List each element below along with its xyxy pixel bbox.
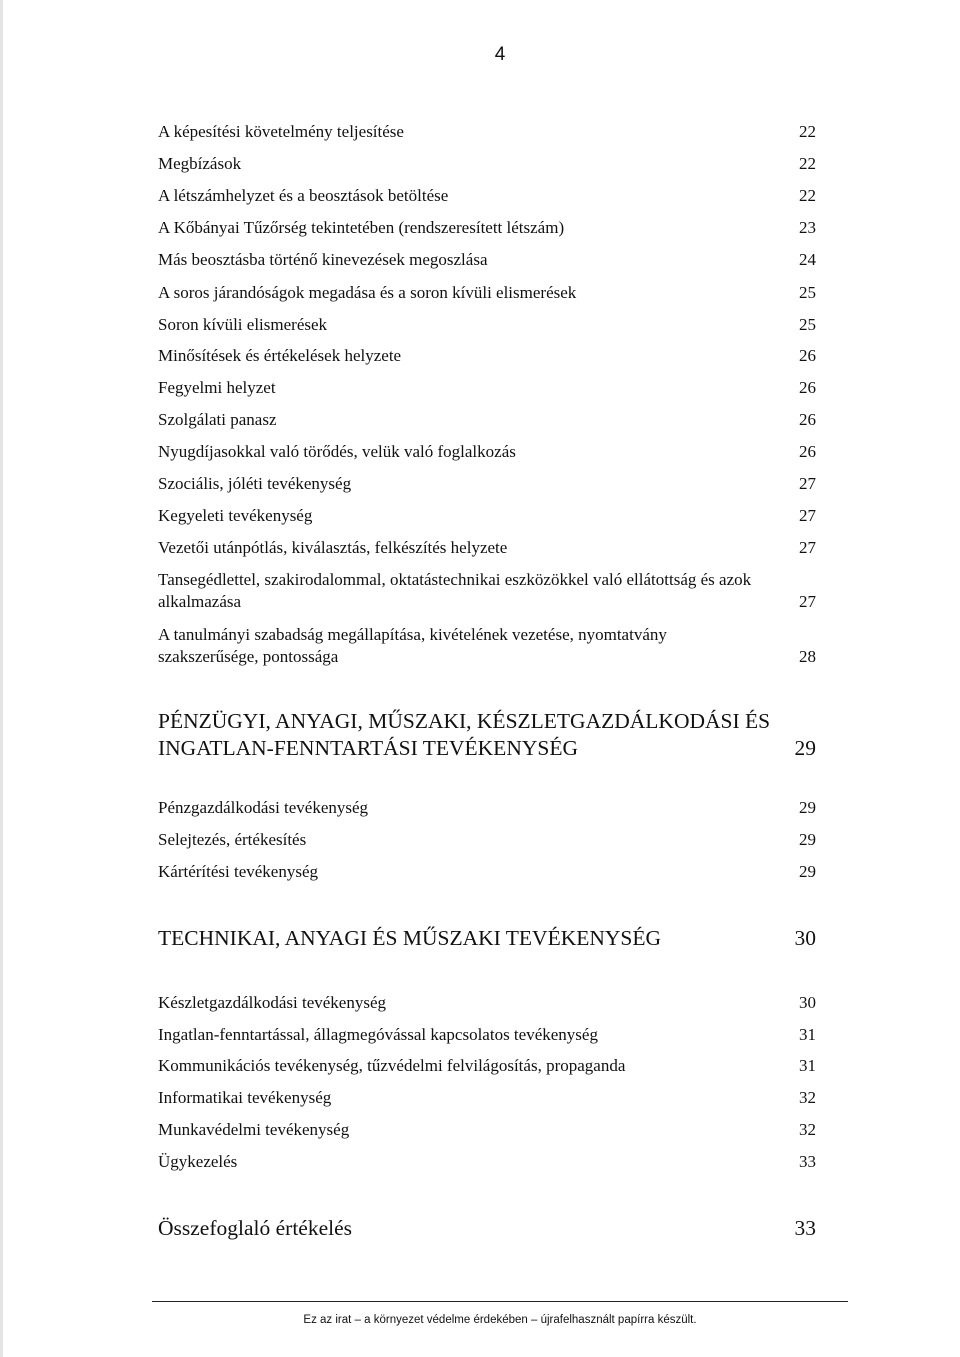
toc-entry-page: 28	[799, 647, 816, 666]
toc-entry-page: 32	[799, 1120, 816, 1139]
toc-entry-title: A Kőbányai Tűzőrség tekintetében (rendszeresített létszám)	[158, 218, 565, 237]
toc-entry-title: Ügykezelés	[158, 1152, 238, 1171]
toc-section-heading[interactable]	[158, 708, 816, 762]
toc-entry[interactable]	[158, 861, 816, 883]
toc-entry[interactable]	[158, 1119, 816, 1141]
toc-entry-title: Szolgálati panasz	[158, 410, 277, 429]
scan-edge	[0, 0, 3, 1357]
toc-entry[interactable]	[158, 249, 816, 271]
toc-entry-title: Selejtezés, értékesítés	[158, 830, 307, 849]
toc-entry-page: 32	[799, 1088, 816, 1107]
toc-entry[interactable]	[158, 1087, 816, 1109]
toc-entry[interactable]	[158, 153, 816, 175]
toc-entry-page: 33	[799, 1152, 816, 1171]
toc-entry-page: 27	[799, 592, 816, 611]
toc-entry-title: Tansegédlettel, szakirodalommal, oktatástechnikai eszközökkel való ellátottság és azok alkalmazása	[158, 570, 752, 611]
toc-entry-title: Kártérítési tevékenység	[158, 862, 319, 881]
footer-note: Ez az irat – a környezet védelme érdekében – újrafelhasznált papírra készült.	[303, 1314, 697, 1326]
toc-entry-title: Nyugdíjasokkal való törődés, velük való foglalkozás	[158, 442, 516, 461]
toc-entry-page: 30	[794, 926, 816, 950]
toc-entry-page: 29	[799, 862, 816, 881]
toc-entry[interactable]	[158, 505, 816, 527]
toc-entry[interactable]	[158, 121, 816, 143]
toc-entry[interactable]	[158, 345, 816, 367]
toc-entry[interactable]	[158, 829, 816, 851]
toc-entry[interactable]	[158, 624, 816, 668]
toc-entry-page: 33	[794, 1216, 816, 1240]
toc-entry-page: 29	[794, 736, 816, 760]
toc-entry-page: 31	[799, 1056, 816, 1075]
toc-entry-page: 22	[799, 122, 816, 141]
toc-entry-title: Vezetői utánpótlás, kiválasztás, felkészítés helyzete	[158, 538, 508, 557]
toc-entry-page: 30	[799, 993, 816, 1012]
toc-entry-title: Szociális, jóléti tevékenység	[158, 474, 352, 493]
toc-entry[interactable]	[158, 377, 816, 399]
toc-entry-page: 26	[799, 378, 816, 397]
toc-entry-title: Minősítések és értékelések helyzete	[158, 346, 402, 365]
toc-section-heading-title: PÉNZÜGYI, ANYAGI, MŰSZAKI, KÉSZLETGAZDÁLKODÁSI ÉS INGATLAN-FENNTARTÁSI TEVÉKENYSÉG	[158, 709, 771, 760]
toc-entry-page: 22	[799, 154, 816, 173]
toc-entry-page: 26	[799, 346, 816, 365]
toc-entry-title: A soros járandóságok megadása és a soron kívüli elismerések	[158, 283, 577, 302]
toc-entry[interactable]	[158, 992, 816, 1014]
toc-entry[interactable]	[158, 314, 816, 336]
toc-section-heading[interactable]	[158, 1215, 816, 1242]
toc-entry[interactable]	[158, 1151, 816, 1173]
toc-entry-page: 26	[799, 442, 816, 461]
toc-entry-title: Soron kívüli elismerések	[158, 315, 328, 334]
toc-entry[interactable]	[158, 797, 816, 819]
toc-entry[interactable]	[158, 409, 816, 431]
toc-entry[interactable]	[158, 217, 816, 239]
toc-entry-title: Informatikai tevékenység	[158, 1088, 332, 1107]
toc-entry-title: A képesítési követelmény teljesítése	[158, 122, 404, 141]
toc-section-heading-title: Összefoglaló értékelés	[158, 1216, 353, 1240]
toc-entry-title: Munkavédelmi tevékenység	[158, 1120, 350, 1139]
toc-entry-title: Kegyeleti tevékenység	[158, 506, 313, 525]
toc-entry-page: 25	[799, 283, 816, 302]
footer-divider	[152, 1301, 848, 1302]
toc-entry-title: A létszámhelyzet és a beosztások betöltése	[158, 186, 449, 205]
toc-entry[interactable]	[158, 537, 816, 559]
toc-entry[interactable]	[158, 1055, 816, 1077]
toc-section-heading-title: TECHNIKAI, ANYAGI ÉS MŰSZAKI TEVÉKENYSÉG	[158, 926, 662, 950]
toc-entry[interactable]	[158, 569, 816, 613]
toc-entry-page: 27	[799, 538, 816, 557]
toc-entry-page: 27	[799, 506, 816, 525]
toc-entry-page: 27	[799, 474, 816, 493]
toc-entry[interactable]	[158, 282, 816, 304]
toc-entry[interactable]	[158, 473, 816, 495]
toc-entry-page: 29	[799, 798, 816, 817]
toc-entry[interactable]	[158, 185, 816, 207]
toc-entry-title: Megbízások	[158, 154, 242, 173]
toc-entry-page: 31	[799, 1025, 816, 1044]
toc-entry-page: 23	[799, 218, 816, 237]
toc-entry-page: 22	[799, 186, 816, 205]
toc-entry[interactable]	[158, 441, 816, 463]
toc-entry-page: 29	[799, 830, 816, 849]
toc-entry-title: Fegyelmi helyzet	[158, 378, 276, 397]
toc-entry-title: Kommunikációs tevékenység, tűzvédelmi felvilágosítás, propaganda	[158, 1056, 626, 1075]
toc-entry-title: Más beosztásba történő kinevezések megoszlása	[158, 250, 488, 269]
toc-entry-page: 24	[799, 250, 816, 269]
toc-section-heading[interactable]	[158, 925, 816, 952]
toc-entry[interactable]	[158, 1024, 816, 1046]
toc-entry-title: Pénzgazdálkodási tevékenység	[158, 798, 369, 817]
toc-entry-title: Készletgazdálkodási tevékenység	[158, 993, 386, 1012]
page-number: 4	[494, 44, 506, 65]
toc-entry-title: A tanulmányi szabadság megállapítása, kivételének vezetése, nyomtatvány szakszerűsége, pontossága	[158, 625, 667, 666]
toc-entry-page: 25	[799, 315, 816, 334]
toc-entry-page: 26	[799, 410, 816, 429]
toc-entry-title: Ingatlan-fenntartással, állagmegóvással kapcsolatos tevékenység	[158, 1025, 598, 1044]
